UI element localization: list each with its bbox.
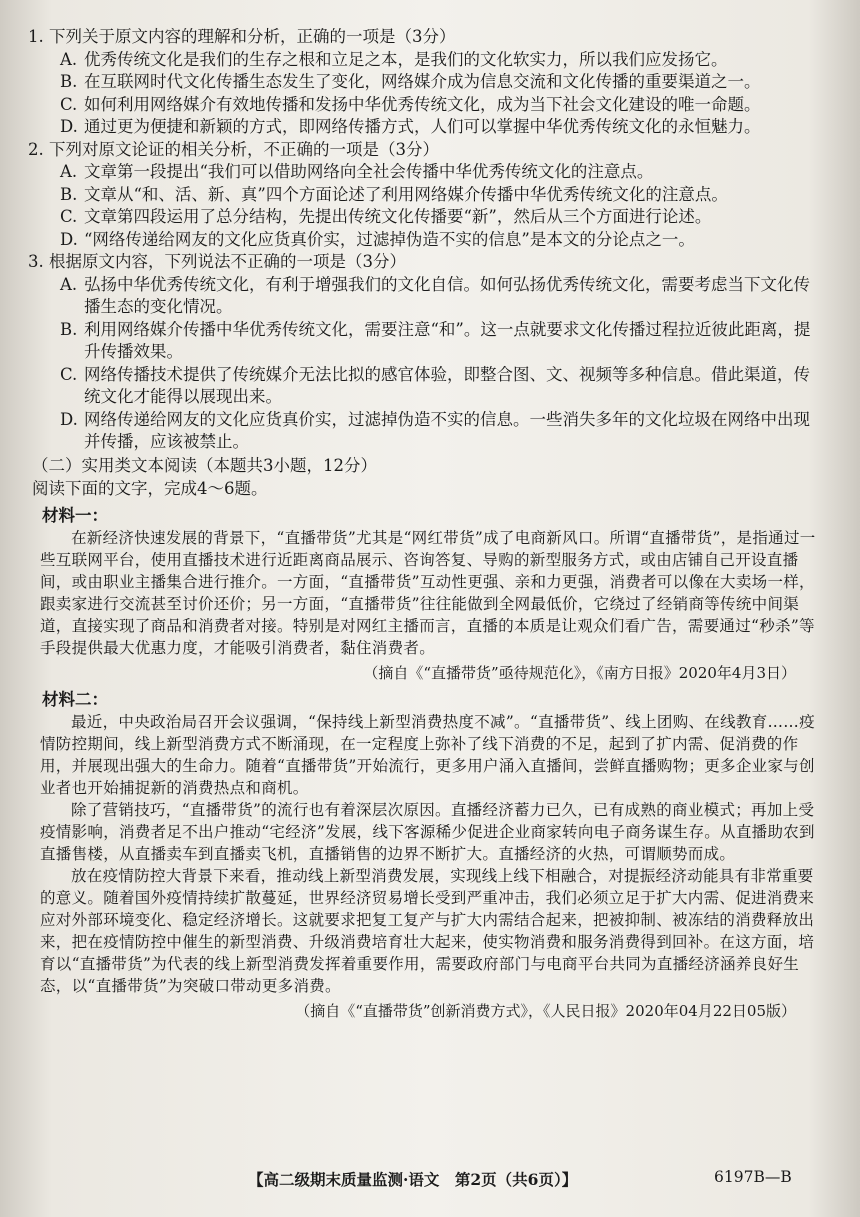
answer-option (60, 161, 820, 184)
option-letter: C. (60, 207, 78, 226)
material-one-paragraph: 在新经济快速发展的背景下，“直播带货”尤其是“网红带货”成了电商新风口。所谓“直播带货”，是指通过一些互联网平台，使用直播技术进行近距离商品展示、咨询答复、导购的新型服务方式，或由店铺自己开设直播间，或由职业主播集合进行推介。一方面，“直播带货”互动性更强、亲和力更强，消费者可以像在大卖场一样，跟卖家进行交流甚至讨价还价；另一方面，“直播带货”往往能做到全网最低价，它绕过了经销商等传统中间渠道，直接实现了商品和消费者对接。特别是对网红主播而言，直播的本质是让观众们看广告，需要通过“秒杀”等手段提供最大优惠力度，才能吸引消费者，黏住消费者。 (40, 528, 816, 657)
question-stem: 2. 下列对原文论证的相关分析，不正确的一项是（3分） (28, 139, 439, 159)
answer-option (60, 319, 820, 364)
option-text: 文章从“和、活、新、真”四个方面论述了利用网络媒介传播中华优秀传统文化的注意点。 (84, 184, 728, 204)
answer-option (60, 116, 820, 139)
section-heading: （二）实用类文本阅读（本题共3小题，12分） (32, 455, 377, 475)
option-text: 优秀传统文化是我们的生存之根和立足之本，是我们的文化软实力，所以我们应发扬它。 (84, 49, 728, 69)
answer-option (60, 49, 820, 72)
option-letter: B. (60, 72, 78, 91)
option-text: 网络传递给网友的文化应货真价实，过滤掉伪造不实的信息。一些消失多年的文化垃圾在网络中出现并传播，应该被禁止。 (84, 409, 810, 451)
answer-option (60, 71, 820, 94)
material-two-paragraph: 放在疫情防控大背景下来看，推动线上新型消费发展，实现线上线下相融合，对提振经济动能具有非常重要的意义。随着国外疫情持续扩散蔓延，世界经济贸易增长受到严重冲击，我们必须立足于扩大内需、促进消费来应对外部环境变化、稳定经济增长。这就要求把复工复产与扩大内需结合起来，把被抑制、被冻结的消费释放出来，把在疫情防控中催生的新型消费、升级消费培育壮大起来，使实物消费和服务消费得到回补。在这方面，培育以“直播带货”为代表的线上新型消费发挥着重要作用，需要政府部门与电商平台共同为直播经济涵养良好生态，以“直播带货”为突破口带动更多消费。 (40, 866, 815, 995)
material-two-paragraph: 最近，中央政治局召开会议强调，“保持线上新型消费热度不减”。“直播带货”、线上团购、在线教育……疫情防控期间，线上新型消费方式不断涌现，在一定程度上弥补了线下消费的不足，起到了扩内需、促消费的作用，并展现出强大的生命力。随着“直播带货”开始流行，更多用户涌入直播间，尝鲜直播购物；更多企业家与创业者也开始捕捉新的消费热点和商机。 (40, 712, 815, 797)
option-list (28, 161, 820, 251)
material-two-title: 材料二： (42, 689, 108, 709)
answer-option (60, 364, 820, 409)
question-list (28, 26, 820, 454)
option-text: “网络传递给网友的文化应货真价实，过滤掉伪造不实的信息”是本文的分论点之一。 (84, 229, 695, 249)
option-letter: B. (60, 319, 78, 339)
section-instruction: 阅读下面的文字，完成4～6题。 (32, 479, 268, 498)
option-letter: D. (60, 117, 78, 136)
answer-option (60, 274, 820, 319)
option-letter: D. (60, 409, 78, 429)
option-text: 在互联网时代文化传播生态发生了变化，网络媒介成为信息交流和文化传播的重要渠道之一。 (84, 72, 761, 91)
footer-code: 6197B—B (714, 1168, 792, 1186)
option-text: 文章第一段提出“我们可以借助网络向全社会传播中华优秀传统文化的注意点。 (84, 162, 654, 181)
option-letter: D. (60, 229, 78, 249)
option-letter: C. (60, 364, 78, 384)
material-one-source: （摘自《“直播带货”亟待规范化》，《南方日报》2020年4月3日） (363, 663, 796, 682)
answer-option (60, 229, 820, 252)
material-one-title: 材料一： (42, 505, 108, 525)
question-2 (28, 139, 820, 252)
question-1 (28, 26, 820, 139)
option-text: 通过更为便捷和新颖的方式，即网络传播方式，人们可以掌握中华优秀传统文化的永恒魅力。 (84, 117, 761, 136)
answer-option (60, 409, 820, 454)
option-list (28, 49, 820, 139)
material-two-source: （摘自《“直播带货”创新消费方式》，《人民日报》2020年04月22日05版） (295, 1001, 796, 1020)
material-two-paragraph: 除了营销技巧，“直播带货”的流行也有着深层次原因。直播经济蓄力已久，已有成熟的商业模式；再加上受疫情影响，消费者足不出户推动“宅经济”发展，线下客源稀少促进企业商家转向电子商务谋生存。从直播助农到直播售楼，从直播卖车到直播卖飞机，直播销售的边界不断扩大。直播经济的火热，可谓顺势而成。 (40, 800, 815, 863)
question-stem: 1. 下列关于原文内容的理解和分析，正确的一项是（3分） (28, 27, 456, 46)
option-text: 如何利用网络媒介有效地传播和发扬中华优秀传统文化，成为当下社会文化建设的唯一命题。 (84, 94, 761, 114)
option-text: 弘扬中华优秀传统文化，有利于增强我们的文化自信。如何弘扬优秀传统文化，需要考虑当下文化传播生态的变化情况。 (84, 274, 810, 316)
material-one (28, 505, 820, 685)
footer-page-info: 【高二级期末质量监测·语文 第2页（共6页）】 (248, 1170, 578, 1189)
option-text: 利用网络媒介传播中华优秀传统文化，需要注意“和”。这一点就要求文化传播过程拉近彼此距离，提升传播效果。 (84, 319, 811, 361)
answer-option (60, 184, 820, 207)
option-letter: B. (60, 184, 78, 204)
option-letter: A. (60, 274, 78, 294)
option-text: 文章第四段运用了总分结构，先提出传统文化传播要“新”，然后从三个方面进行论述。 (84, 207, 712, 226)
option-list (28, 274, 820, 454)
option-text: 网络传播技术提供了传统媒介无法比拟的感官体验，即整合图、文、视频等多种信息。借此渠道，传统文化才能得以展现出来。 (84, 364, 810, 406)
answer-option (60, 94, 820, 117)
question-3 (28, 251, 820, 454)
answer-option (60, 206, 820, 229)
material-two (28, 689, 820, 1023)
option-letter: C. (60, 94, 78, 114)
option-letter: A. (60, 49, 78, 69)
option-letter: A. (60, 162, 78, 181)
question-stem: 3. 根据原文内容，下列说法不正确的一项是（3分） (28, 252, 406, 271)
